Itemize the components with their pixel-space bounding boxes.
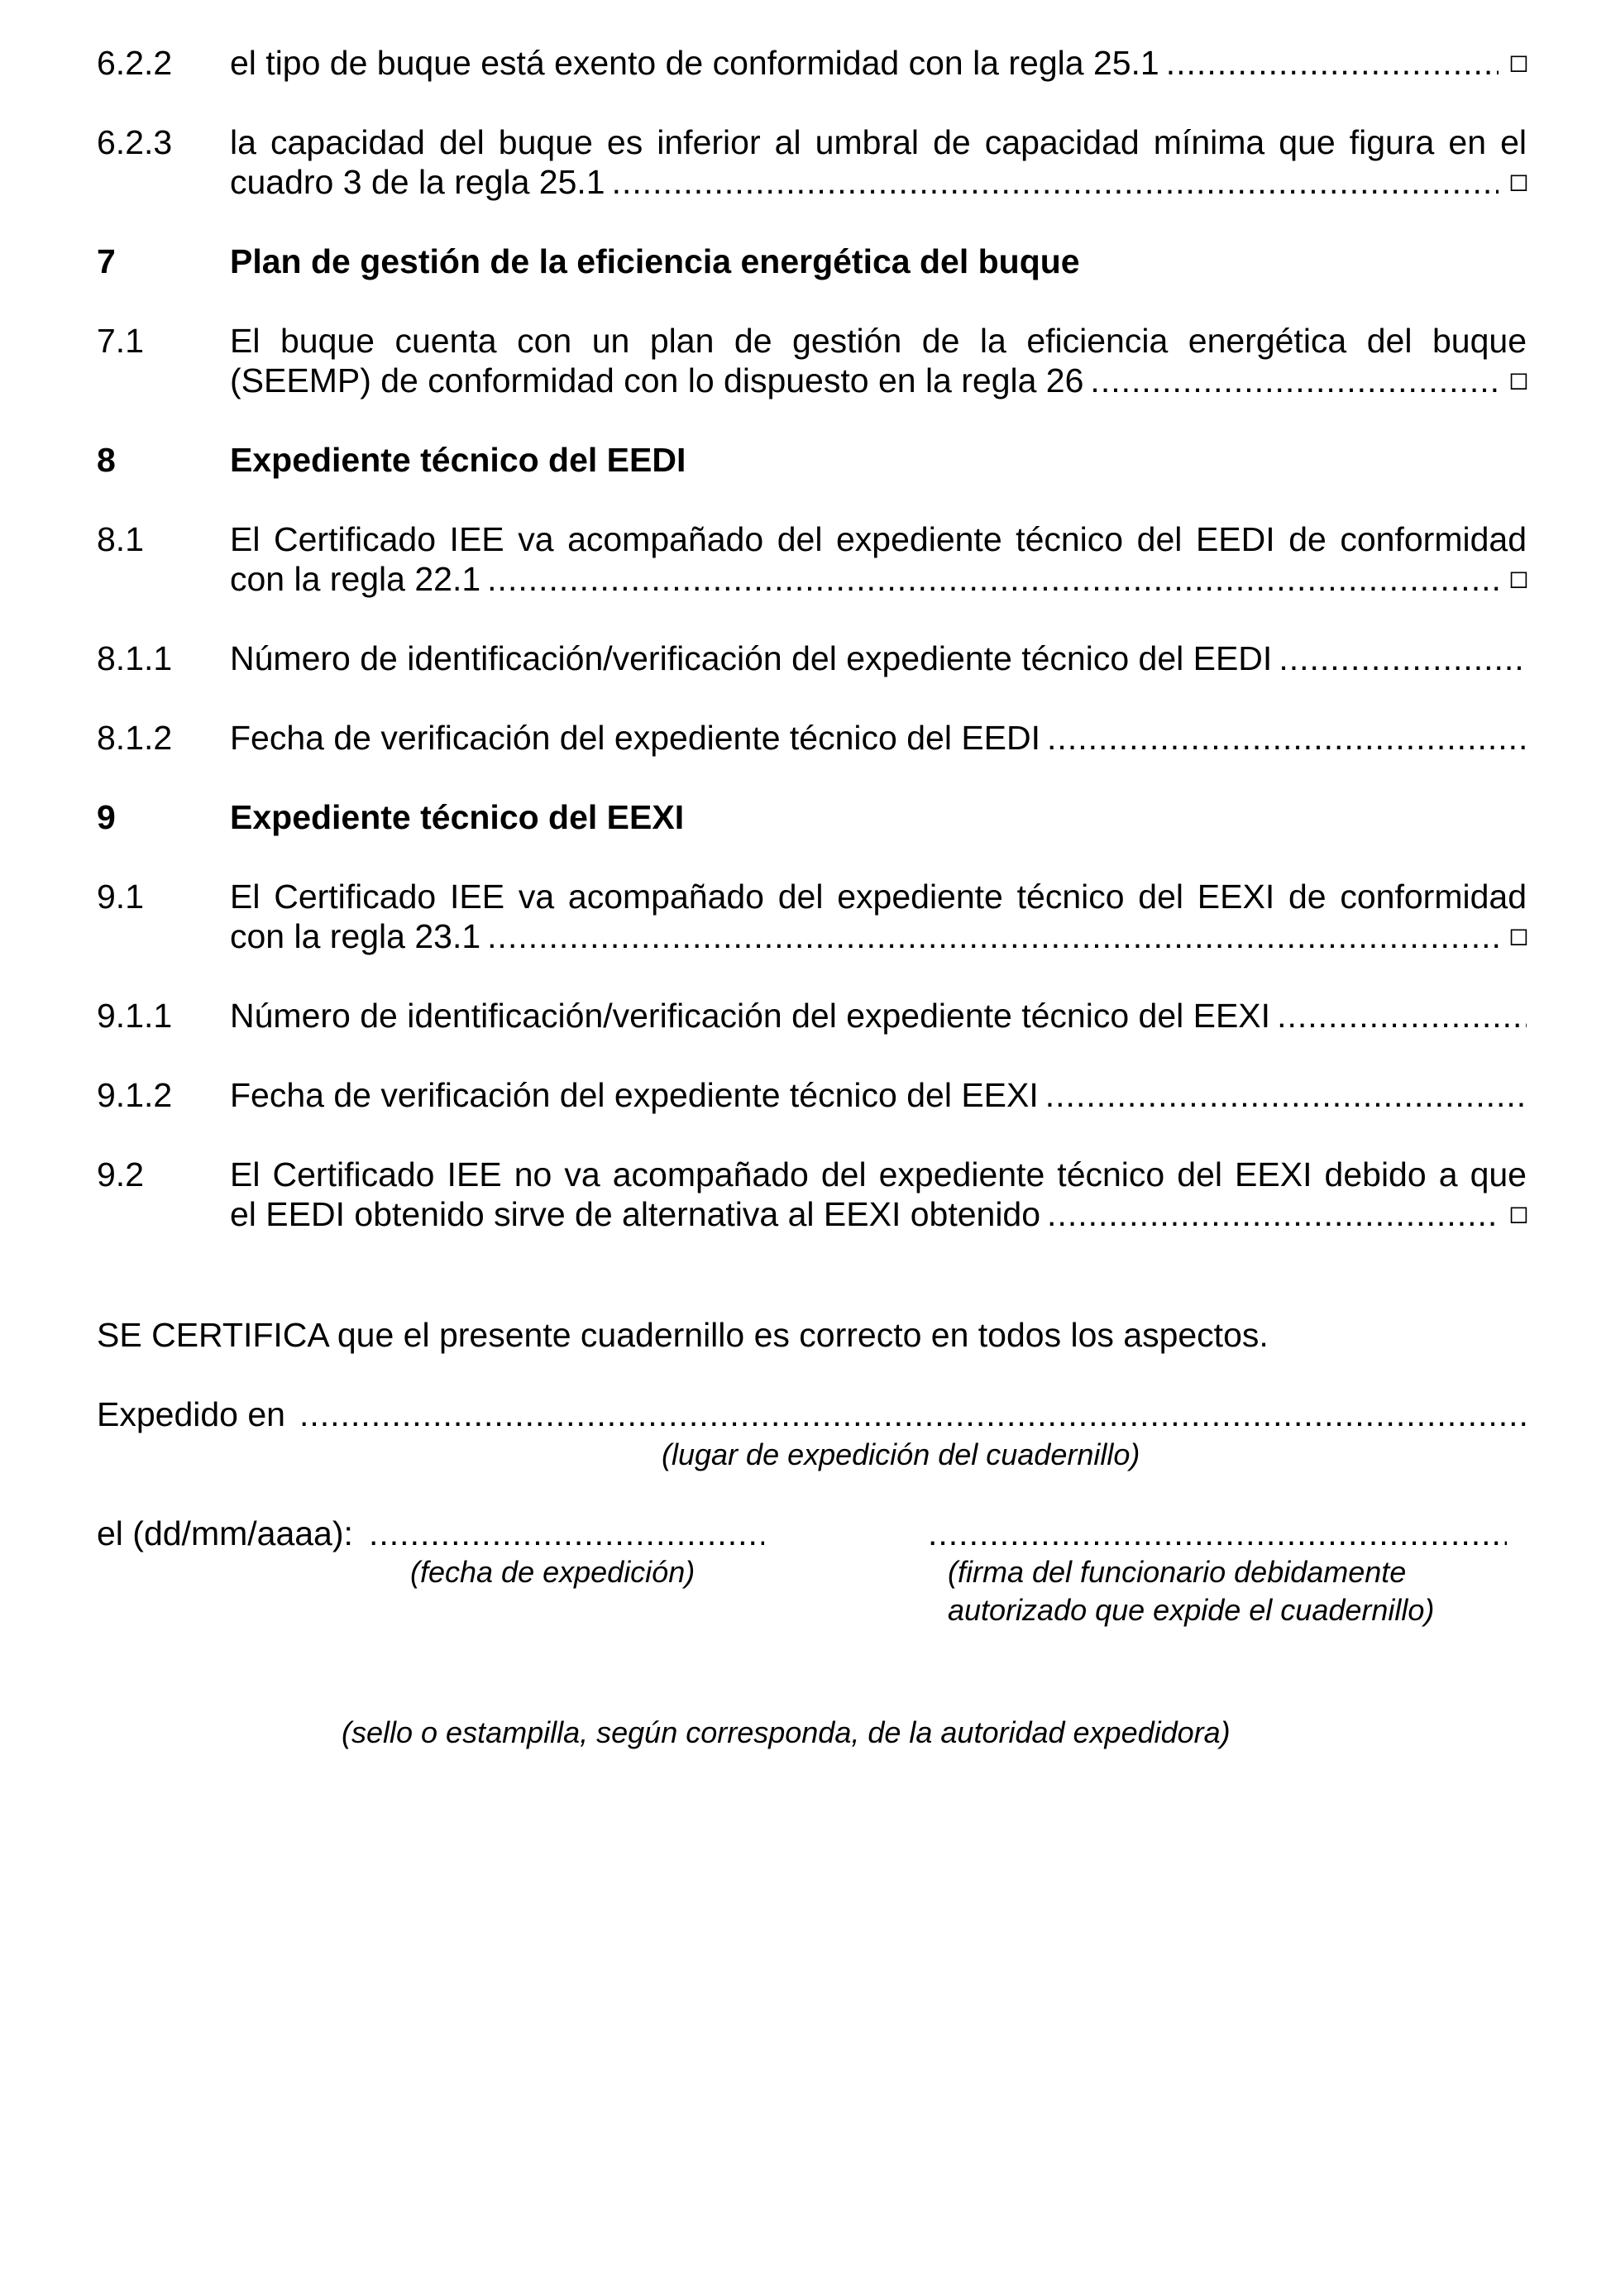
item-number: 6.2.2 <box>97 44 173 82</box>
item-number: 8.1.2 <box>97 719 173 757</box>
checkbox-icon[interactable]: ◻ <box>1508 168 1529 195</box>
item-text-line: El Certificado IEE no va acompañado del expediente técnico del EEXI debido a que <box>230 1155 1527 1193</box>
dot-leader[interactable] <box>1047 718 1527 758</box>
dot-leader <box>612 162 1499 202</box>
issued-at-field[interactable] <box>299 1394 1527 1434</box>
item-text: Fecha de verificación del expediente técnico del EEXI <box>230 1076 1039 1114</box>
dot-leader[interactable] <box>1045 1075 1527 1115</box>
section-number: 9 <box>97 798 116 836</box>
item-text: Número de identificación/verificación del expediente técnico del EEDI <box>230 639 1273 677</box>
checkbox-icon[interactable]: ◻ <box>1508 49 1529 76</box>
item-text-line: El Certificado IEE va acompañado del expediente técnico del EEDI de conformidad <box>230 520 1527 558</box>
item-number: 6.2.3 <box>97 123 173 161</box>
item-number: 9.1 <box>97 878 144 916</box>
certification-statement: SE CERTIFICA que el presente cuadernillo es correcto en todos los aspectos. <box>97 1316 1269 1354</box>
checkbox-icon[interactable]: ◻ <box>1508 565 1529 592</box>
item-number: 8.1.1 <box>97 639 173 677</box>
dot-leader[interactable] <box>1277 996 1527 1036</box>
item-number: 9.1.1 <box>97 997 173 1035</box>
item-text: (SEEMP) de conformidad con lo dispuesto en la regla 26 <box>230 361 1084 399</box>
date-label: el (dd/mm/aaaa): <box>97 1514 353 1552</box>
section-number: 8 <box>97 441 116 479</box>
signature-field[interactable] <box>928 1514 1507 1553</box>
dot-leader <box>487 916 1499 956</box>
dot-leader[interactable] <box>1279 639 1527 678</box>
checkbox-icon[interactable]: ◻ <box>1508 1200 1529 1227</box>
section-title: Plan de gestión de la eficiencia energética del buque <box>230 242 1080 280</box>
signature-caption-line-1: (firma del funcionario debidamente <box>948 1555 1407 1589</box>
item-number: 8.1 <box>97 520 144 558</box>
item-number: 9.2 <box>97 1155 144 1193</box>
dot-leader <box>1090 361 1499 400</box>
date-caption: (fecha de expedición) <box>410 1555 696 1589</box>
item-number: 7.1 <box>97 322 144 360</box>
item-text-line: El buque cuenta con un plan de gestión de la eficiencia energética del buque <box>230 322 1527 360</box>
item-text-line: la capacidad del buque es inferior al umbral de capacidad mínima que figura en el <box>230 123 1527 161</box>
signature-caption-line-2: autorizado que expide el cuadernillo) <box>948 1593 1435 1627</box>
section-title: Expediente técnico del EEXI <box>230 798 685 836</box>
section-title: Expediente técnico del EEDI <box>230 441 686 479</box>
checkbox-icon[interactable]: ◻ <box>1508 922 1529 949</box>
item-text-line: El Certificado IEE va acompañado del expediente técnico del EEXI de conformidad <box>230 878 1527 916</box>
dot-leader <box>1166 43 1499 83</box>
item-text: Número de identificación/verificación del expediente técnico del EEXI <box>230 997 1271 1035</box>
checkbox-icon[interactable]: ◻ <box>1508 366 1529 394</box>
item-text: cuadro 3 de la regla 25.1 <box>230 163 605 201</box>
issued-at-caption: (lugar de expedición del cuadernillo) <box>662 1437 1140 1471</box>
item-text: Fecha de verificación del expediente técnico del EEDI <box>230 719 1041 757</box>
item-text: el tipo de buque está exento de conformidad con la regla 25.1 <box>230 44 1159 82</box>
dot-leader <box>487 559 1499 599</box>
seal-caption: (sello o estampilla, según corresponda, de la autoridad expedidora) <box>342 1715 1231 1749</box>
item-text: el EEDI obtenido sirve de alternativa al EEXI obtenido <box>230 1195 1041 1233</box>
section-number: 7 <box>97 242 116 280</box>
date-field[interactable] <box>369 1514 764 1553</box>
item-text: con la regla 22.1 <box>230 560 481 598</box>
item-number: 9.1.2 <box>97 1076 173 1114</box>
dot-leader <box>1047 1194 1499 1234</box>
issued-at-label: Expedido en <box>97 1395 285 1433</box>
item-text: con la regla 23.1 <box>230 917 481 955</box>
